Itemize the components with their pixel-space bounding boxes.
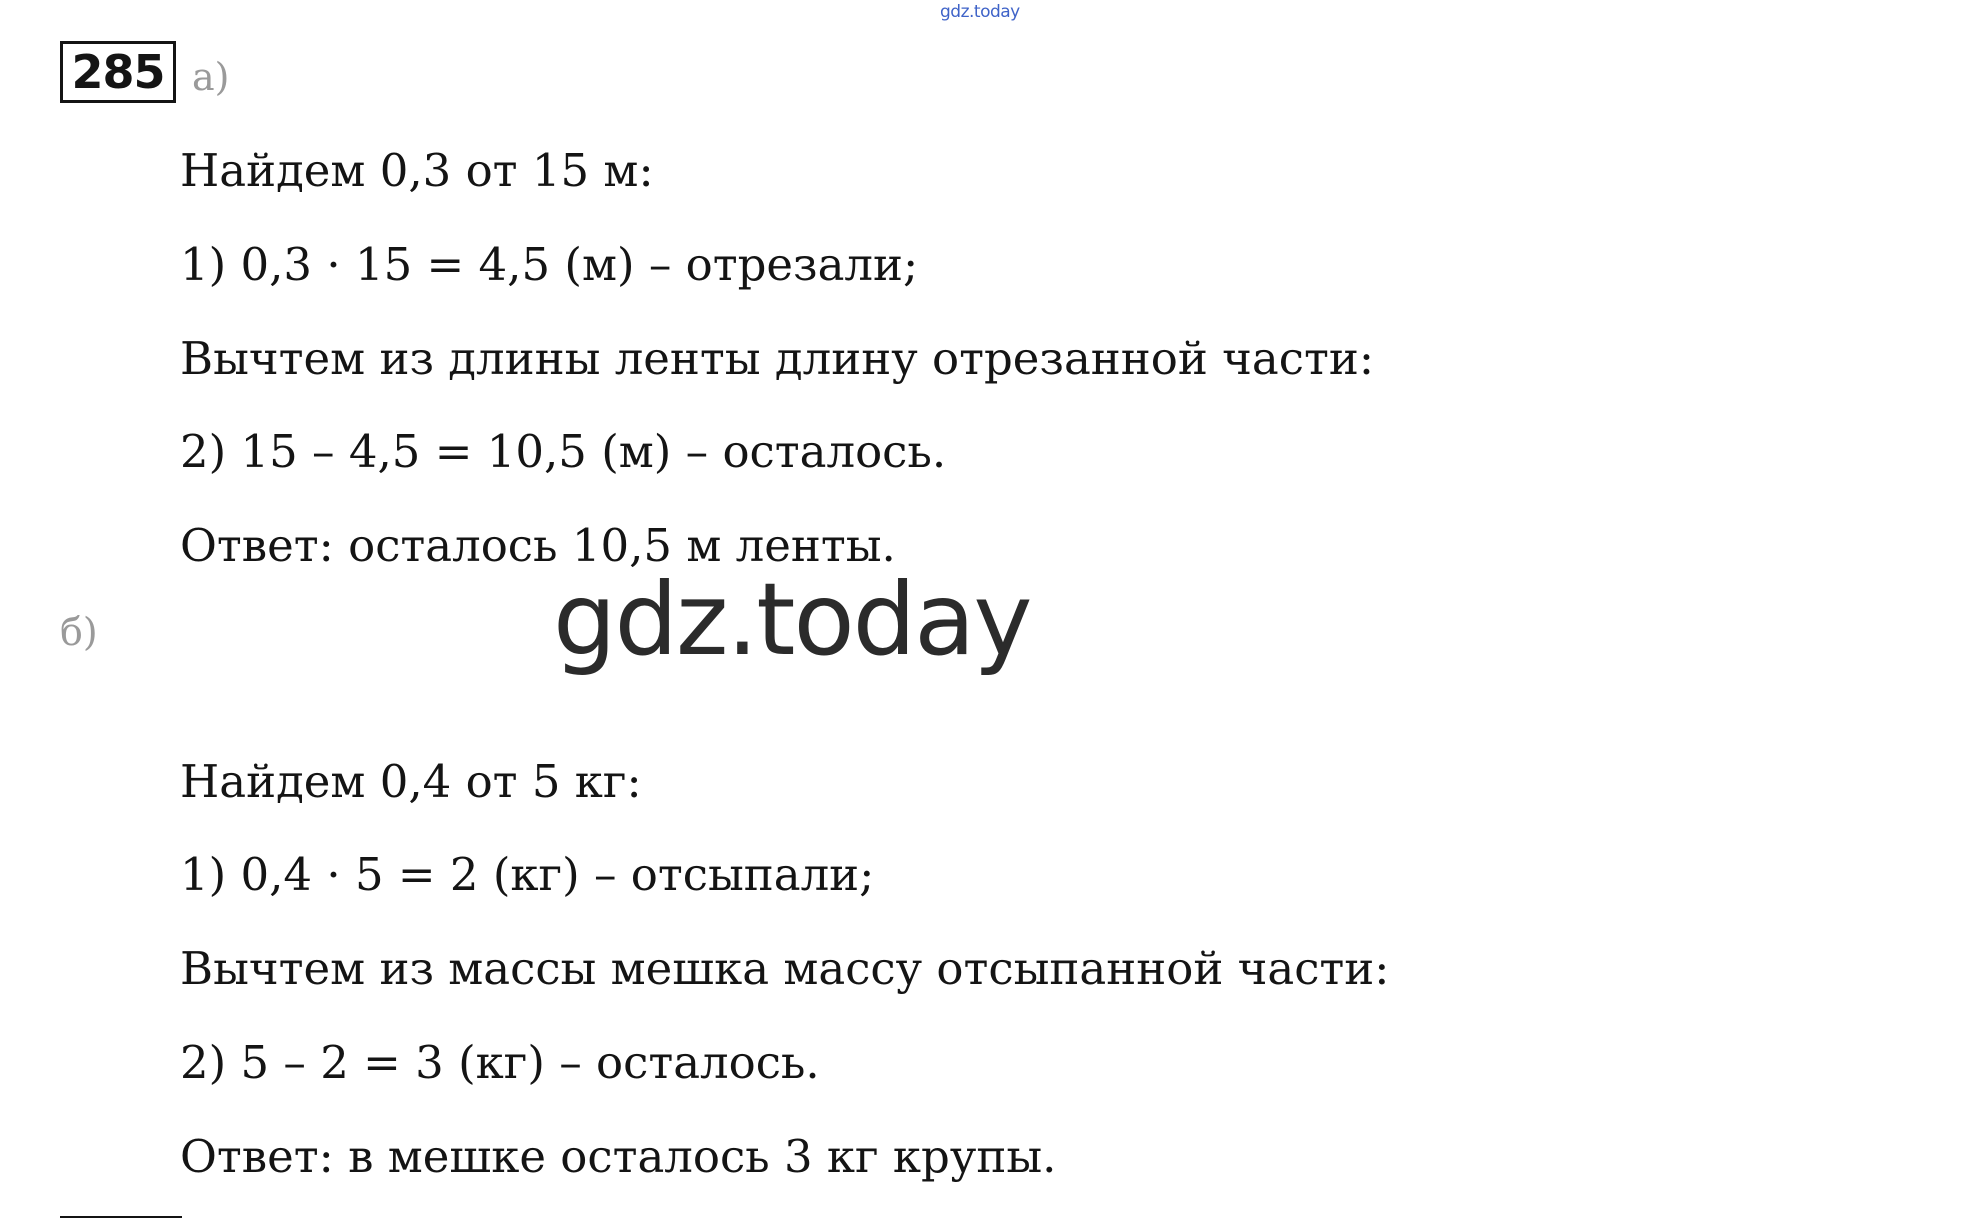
part-a-answer: Ответ: осталось 10,5 м ленты.: [180, 519, 896, 572]
task-number-box: 285: [60, 41, 176, 103]
part-b-line-2: 1) 0,4 · 5 = 2 (кг) – отсыпали;: [180, 848, 875, 901]
part-b-answer: Ответ: в мешке осталось 3 кг крупы.: [180, 1130, 1057, 1183]
part-a-line-4: 2) 15 – 4,5 = 10,5 (м) – осталось.: [180, 425, 947, 478]
part-a-line-3: Вычтем из длины ленты длину отрезанной части:: [180, 332, 1374, 385]
part-b-line-1: Найдем 0,4 от 5 кг:: [180, 755, 642, 808]
part-b-line-4: 2) 5 – 2 = 3 (кг) – осталось.: [180, 1036, 820, 1089]
part-a-line-1: Найдем 0,3 от 15 м:: [180, 144, 654, 197]
part-a-line-2: 1) 0,3 · 15 = 4,5 (м) – отрезали;: [180, 238, 919, 291]
watermark-top: gdz.today: [940, 2, 1020, 22]
part-b-label: б): [60, 610, 98, 654]
watermark-center: gdz.today: [553, 561, 1031, 678]
part-b-line-3: Вычтем из массы мешка массу отсыпанной части:: [180, 942, 1390, 995]
part-a-label: а): [192, 55, 230, 99]
